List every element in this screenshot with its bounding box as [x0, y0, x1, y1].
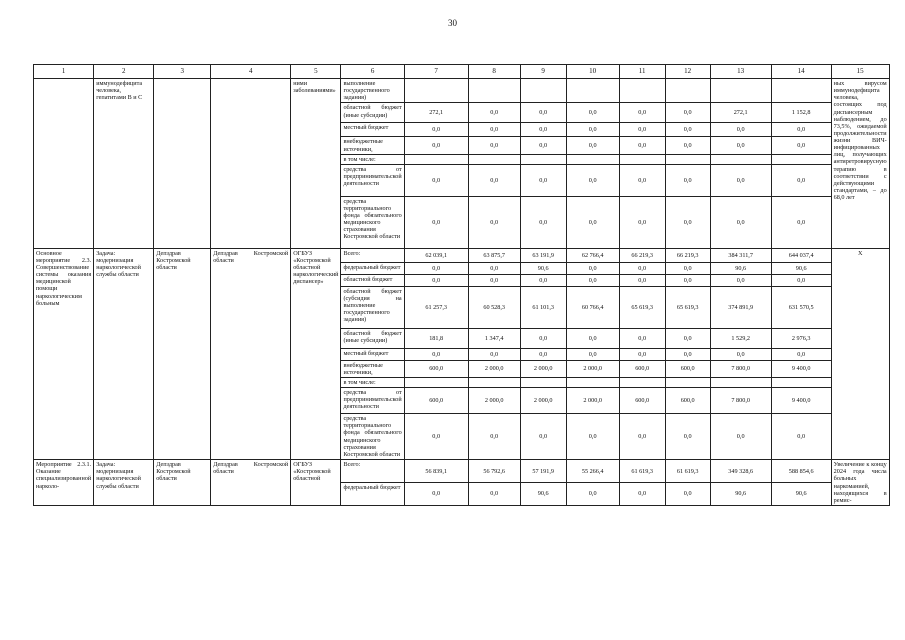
funding-source-label: внебюджетные источники,	[341, 137, 404, 154]
amount-cell: 1 152,8	[771, 103, 831, 123]
column-number-header: 12	[665, 65, 710, 79]
amount-cell: 384 311,7	[710, 248, 771, 262]
amount-cell: 0,0	[665, 483, 710, 506]
amount-cell: 0,0	[520, 103, 566, 123]
event-name-cell: Мероприятие 2.3.1. Оказание специализированной нарколо-	[34, 460, 94, 506]
amount-cell: 272,1	[710, 103, 771, 123]
amount-cell: 0,0	[566, 262, 619, 274]
amount-cell: 0,0	[404, 137, 468, 154]
amount-cell: 0,0	[771, 348, 831, 360]
amount-cell: 66 219,3	[619, 248, 665, 262]
funding-source-label: средства от предпринимательской деятельности	[341, 388, 404, 414]
amount-cell: 90,6	[710, 262, 771, 274]
executor-cell: Депздрав Костромской области	[211, 248, 291, 459]
executor-cell: Депздрав Костромской области	[211, 460, 291, 506]
amount-cell	[619, 154, 665, 164]
amount-cell: 0,0	[619, 328, 665, 348]
amount-cell: 63 875,7	[468, 248, 520, 262]
column-number-header: 3	[154, 65, 211, 79]
table-body	[34, 65, 890, 506]
amount-cell: 57 191,9	[520, 460, 566, 483]
amount-cell	[710, 378, 771, 388]
column-number-header: 2	[94, 65, 154, 79]
amount-cell: 56 839,1	[404, 460, 468, 483]
amount-cell: 0,0	[566, 103, 619, 123]
amount-cell	[665, 79, 710, 103]
amount-cell: 0,0	[566, 164, 619, 196]
funding-source-label: в том числе:	[341, 154, 404, 164]
amount-cell: 0,0	[404, 196, 468, 248]
column-number-header: 10	[566, 65, 619, 79]
funding-source-label: областной бюджет	[341, 274, 404, 286]
amount-cell: 62 766,4	[566, 248, 619, 262]
amount-cell: 0,0	[710, 196, 771, 248]
amount-cell: 0,0	[520, 274, 566, 286]
result-cell: Х	[831, 248, 889, 459]
amount-cell	[771, 79, 831, 103]
amount-cell: 0,0	[710, 137, 771, 154]
amount-cell: 0,0	[619, 196, 665, 248]
column-number-header: 1	[34, 65, 94, 79]
amount-cell: 0,0	[468, 103, 520, 123]
amount-cell: 60 766,4	[566, 286, 619, 328]
task-cell: иммунодефицита человека, гепатитами В и С	[94, 79, 154, 249]
amount-cell: 0,0	[771, 123, 831, 137]
amount-cell: 0,0	[404, 123, 468, 137]
amount-cell: 0,0	[665, 274, 710, 286]
amount-cell: 349 328,6	[710, 460, 771, 483]
amount-cell: 0,0	[771, 414, 831, 460]
amount-cell: 2 000,0	[468, 388, 520, 414]
column-number-header: 15	[831, 65, 889, 79]
amount-cell: 0,0	[468, 137, 520, 154]
amount-cell: 0,0	[566, 137, 619, 154]
amount-cell: 0,0	[619, 137, 665, 154]
amount-cell: 56 792,6	[468, 460, 520, 483]
amount-cell	[710, 79, 771, 103]
amount-cell	[710, 154, 771, 164]
amount-cell: 0,0	[665, 262, 710, 274]
amount-cell: 0,0	[404, 262, 468, 274]
amount-cell	[404, 79, 468, 103]
amount-cell: 600,0	[665, 388, 710, 414]
amount-cell: 63 191,9	[520, 248, 566, 262]
amount-cell: 0,0	[619, 483, 665, 506]
amount-cell: 272,1	[404, 103, 468, 123]
amount-cell: 61 619,3	[665, 460, 710, 483]
amount-cell	[404, 154, 468, 164]
amount-cell: 0,0	[771, 164, 831, 196]
amount-cell: 0,0	[468, 164, 520, 196]
amount-cell: 600,0	[665, 360, 710, 377]
amount-cell: 0,0	[619, 274, 665, 286]
funding-source-label: областной бюджет (субсидия на выполнение государственного задания)	[341, 286, 404, 328]
amount-cell: 0,0	[710, 164, 771, 196]
amount-cell: 7 800,0	[710, 388, 771, 414]
funding-source-label: внебюджетные источники,	[341, 360, 404, 377]
amount-cell: 644 037,4	[771, 248, 831, 262]
amount-cell: 0,0	[468, 274, 520, 286]
amount-cell: 0,0	[520, 414, 566, 460]
amount-cell	[520, 378, 566, 388]
amount-cell	[771, 378, 831, 388]
column-number-header: 6	[341, 65, 404, 79]
amount-cell: 61 101,3	[520, 286, 566, 328]
funding-source-label: местный бюджет	[341, 123, 404, 137]
amount-cell: 90,6	[520, 262, 566, 274]
amount-cell: 0,0	[665, 196, 710, 248]
amount-cell: 2 000,0	[566, 388, 619, 414]
funding-source-label: федеральный бюджет	[341, 262, 404, 274]
amount-cell: 600,0	[619, 360, 665, 377]
amount-cell	[404, 378, 468, 388]
amount-cell	[566, 378, 619, 388]
amount-cell: 0,0	[619, 103, 665, 123]
event-name-cell: Основное мероприятие 2.3. Совершенствование системы оказания медицинской помощи наркологическим больным	[34, 248, 94, 459]
amount-cell: 0,0	[665, 123, 710, 137]
amount-cell	[520, 79, 566, 103]
amount-cell: 60 528,3	[468, 286, 520, 328]
amount-cell: 90,6	[771, 262, 831, 274]
amount-cell	[665, 378, 710, 388]
amount-cell: 0,0	[619, 164, 665, 196]
budget-table	[33, 64, 890, 506]
amount-cell: 0,0	[468, 414, 520, 460]
column-number-header: 9	[520, 65, 566, 79]
amount-cell: 1 529,2	[710, 328, 771, 348]
amount-cell: 0,0	[619, 348, 665, 360]
amount-cell: 0,0	[566, 328, 619, 348]
header-row	[34, 65, 890, 79]
amount-cell	[619, 79, 665, 103]
amount-cell: 0,0	[468, 123, 520, 137]
amount-cell: 0,0	[468, 196, 520, 248]
amount-cell: 0,0	[665, 414, 710, 460]
amount-cell: 0,0	[468, 483, 520, 506]
amount-cell: 588 854,6	[771, 460, 831, 483]
amount-cell	[468, 154, 520, 164]
amount-cell: 0,0	[566, 483, 619, 506]
result-cell: ных вирусом иммунодефицита человека, состоящих под диспансерным наблюдением, до 73,5%, ожидаемой продолжительности жизни ВИЧ-инфицированных лиц, получающих антиретровирусную терапию в соответствии с действующими стандартами, – до 68,0 лет	[831, 79, 889, 249]
funding-source-label: средства от предпринимательской деятельности	[341, 164, 404, 196]
funding-source-label: областной бюджет (иные субсидии)	[341, 103, 404, 123]
amount-cell	[468, 79, 520, 103]
amount-cell: 0,0	[468, 262, 520, 274]
amount-cell: 0,0	[771, 137, 831, 154]
amount-cell: 65 619,3	[619, 286, 665, 328]
amount-cell: 9 400,0	[771, 388, 831, 414]
amount-cell: 600,0	[404, 388, 468, 414]
coordinator-cell	[154, 79, 211, 249]
page-number: 30	[448, 18, 457, 28]
amount-cell: 600,0	[404, 360, 468, 377]
amount-cell: 0,0	[404, 414, 468, 460]
column-number-header: 11	[619, 65, 665, 79]
table-row	[34, 79, 890, 103]
coordinator-cell: Депздрав Костромской области	[154, 248, 211, 459]
amount-cell: 0,0	[619, 414, 665, 460]
amount-cell	[566, 79, 619, 103]
amount-cell	[619, 378, 665, 388]
amount-cell: 7 800,0	[710, 360, 771, 377]
amount-cell	[566, 154, 619, 164]
amount-cell: 0,0	[520, 196, 566, 248]
amount-cell: 0,0	[710, 274, 771, 286]
funding-source-label: выполнение государственного задания)	[341, 79, 404, 103]
funding-source-label: средства территориального фонда обязательного медицинского страхования Костромской области	[341, 196, 404, 248]
funding-source-label: Всего:	[341, 460, 404, 483]
amount-cell: 0,0	[520, 348, 566, 360]
funding-source-label: Всего:	[341, 248, 404, 262]
table-row	[34, 248, 890, 262]
amount-cell: 0,0	[771, 274, 831, 286]
amount-cell	[520, 154, 566, 164]
amount-cell: 2 976,3	[771, 328, 831, 348]
amount-cell: 0,0	[404, 164, 468, 196]
amount-cell: 0,0	[665, 103, 710, 123]
amount-cell: 0,0	[710, 348, 771, 360]
funding-source-label: в том числе:	[341, 378, 404, 388]
amount-cell: 0,0	[468, 348, 520, 360]
executor-cell	[211, 79, 291, 249]
amount-cell: 374 891,9	[710, 286, 771, 328]
column-number-header: 13	[710, 65, 771, 79]
amount-cell: 0,0	[771, 196, 831, 248]
task-cell: Задача: модернизация наркологической службы области	[94, 460, 154, 506]
amount-cell: 600,0	[619, 388, 665, 414]
amount-cell: 61 619,3	[619, 460, 665, 483]
amount-cell: 0,0	[566, 414, 619, 460]
amount-cell	[771, 154, 831, 164]
amount-cell: 2 000,0	[520, 388, 566, 414]
amount-cell: 90,6	[771, 483, 831, 506]
amount-cell: 0,0	[710, 123, 771, 137]
amount-cell: 90,6	[520, 483, 566, 506]
amount-cell: 181,8	[404, 328, 468, 348]
amount-cell: 631 570,5	[771, 286, 831, 328]
amount-cell: 61 257,3	[404, 286, 468, 328]
amount-cell: 65 619,3	[665, 286, 710, 328]
column-number-header: 7	[404, 65, 468, 79]
amount-cell: 0,0	[404, 348, 468, 360]
amount-cell: 0,0	[520, 164, 566, 196]
amount-cell	[468, 378, 520, 388]
amount-cell: 90,6	[710, 483, 771, 506]
amount-cell: 0,0	[665, 137, 710, 154]
amount-cell: 0,0	[619, 262, 665, 274]
amount-cell: 0,0	[665, 348, 710, 360]
amount-cell: 9 400,0	[771, 360, 831, 377]
amount-cell: 0,0	[619, 123, 665, 137]
amount-cell: 0,0	[520, 328, 566, 348]
coordinator-cell: Депздрав Костромской области	[154, 460, 211, 506]
column-number-header: 14	[771, 65, 831, 79]
amount-cell: 55 266,4	[566, 460, 619, 483]
amount-cell: 0,0	[566, 196, 619, 248]
amount-cell: 1 347,4	[468, 328, 520, 348]
amount-cell: 2 000,0	[468, 360, 520, 377]
funding-source-label: областной бюджет (иные субсидии)	[341, 328, 404, 348]
column-number-header: 4	[211, 65, 291, 79]
amount-cell: 0,0	[710, 414, 771, 460]
column-number-header: 5	[291, 65, 341, 79]
funding-source-label: федеральный бюджет	[341, 483, 404, 506]
result-cell: Увеличение к концу 2024 года числа больных наркоманией, находящихся в ремис-	[831, 460, 889, 506]
event-name-cell	[34, 79, 94, 249]
amount-cell: 2 000,0	[566, 360, 619, 377]
table-row	[34, 460, 890, 483]
amount-cell: 0,0	[520, 137, 566, 154]
amount-cell: 2 000,0	[520, 360, 566, 377]
amount-cell: 0,0	[665, 164, 710, 196]
amount-cell: 0,0	[665, 328, 710, 348]
amount-cell: 62 039,1	[404, 248, 468, 262]
amount-cell	[665, 154, 710, 164]
participant-cell: ОГБУЗ «Костромской областной	[291, 460, 341, 506]
amount-cell: 0,0	[566, 348, 619, 360]
amount-cell: 0,0	[566, 274, 619, 286]
amount-cell: 0,0	[404, 274, 468, 286]
column-number-header: 8	[468, 65, 520, 79]
amount-cell: 0,0	[520, 123, 566, 137]
amount-cell: 0,0	[566, 123, 619, 137]
participant-cell: ОГБУЗ «Костромской областной наркологический диспансер»	[291, 248, 341, 459]
participant-cell: ними заболеваниями»	[291, 79, 341, 249]
funding-source-label: средства территориального фонда обязательного медицинского страхования Костромской области	[341, 414, 404, 460]
funding-source-label: местный бюджет	[341, 348, 404, 360]
amount-cell: 0,0	[404, 483, 468, 506]
amount-cell: 66 219,3	[665, 248, 710, 262]
task-cell: Задача: модернизация наркологической службы области	[94, 248, 154, 459]
